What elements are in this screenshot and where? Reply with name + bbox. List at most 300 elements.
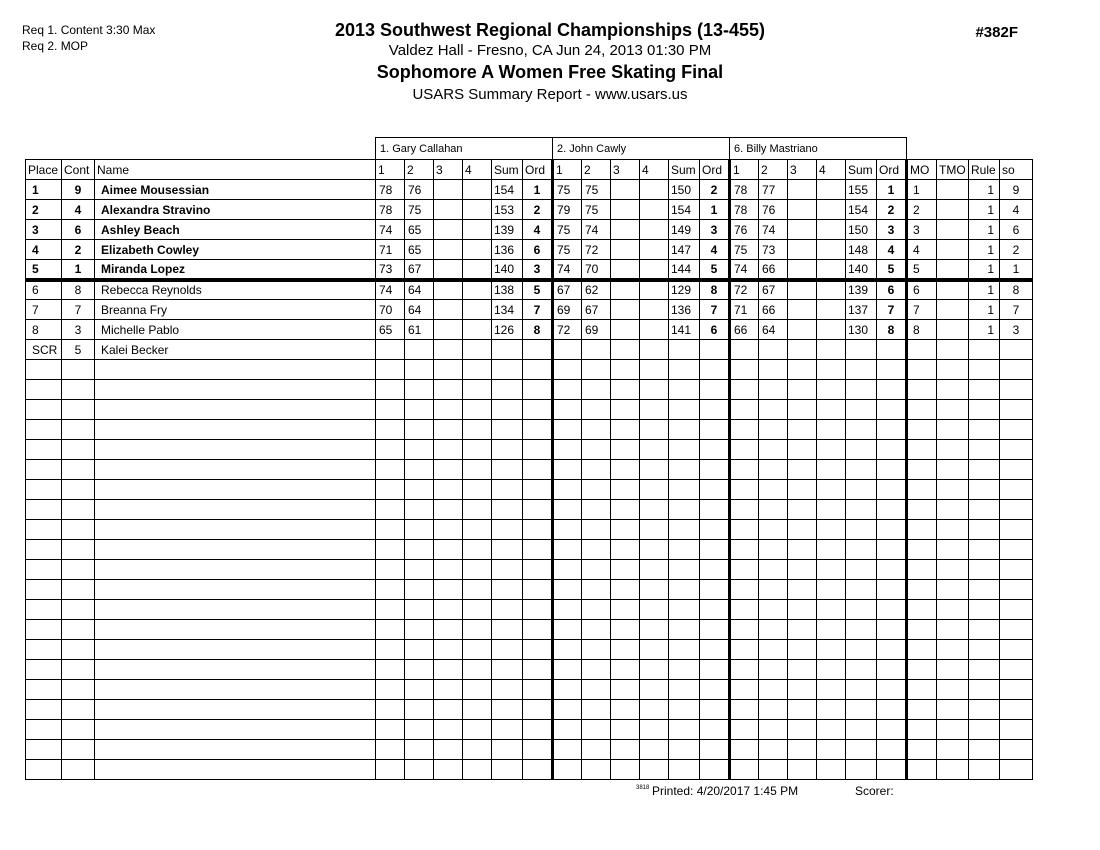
empty-cell — [669, 740, 700, 760]
empty-cell — [26, 680, 62, 700]
empty-cell — [788, 500, 817, 520]
empty-cell — [669, 420, 700, 440]
score-cell: 64 — [405, 280, 434, 300]
empty-cell — [730, 640, 759, 660]
rule-cell: 1 — [969, 300, 1000, 320]
empty-cell — [523, 440, 553, 460]
empty-cell — [640, 400, 669, 420]
empty-cell — [788, 600, 817, 620]
score-cell — [640, 240, 669, 260]
empty-cell — [582, 480, 611, 500]
column-header: 4 — [463, 160, 492, 180]
empty-cell — [640, 380, 669, 400]
score-cell — [611, 300, 640, 320]
empty-cell — [846, 720, 877, 740]
ord-cell: 2 — [523, 200, 553, 220]
empty-cell — [877, 480, 907, 500]
score-cell: 71 — [730, 300, 759, 320]
so-cell: 9 — [1000, 180, 1033, 200]
empty-cell — [907, 700, 937, 720]
empty-cell — [730, 740, 759, 760]
empty-cell — [907, 640, 937, 660]
empty-cell — [26, 660, 62, 680]
empty-cell — [907, 480, 937, 500]
empty-cell — [817, 460, 846, 480]
empty-cell — [434, 760, 463, 780]
score-cell — [730, 340, 759, 360]
empty-cell — [846, 740, 877, 760]
empty-cell — [759, 460, 788, 480]
empty-cell — [700, 360, 730, 380]
empty-cell — [730, 520, 759, 540]
empty-cell — [26, 700, 62, 720]
empty-cell — [582, 420, 611, 440]
empty-cell — [611, 700, 640, 720]
column-header: 3 — [434, 160, 463, 180]
ord-cell: 2 — [700, 180, 730, 200]
empty-cell — [582, 740, 611, 760]
empty-cell — [95, 360, 376, 380]
score-cell: 66 — [730, 320, 759, 340]
result-row — [26, 180, 1033, 200]
empty-cell — [582, 720, 611, 740]
empty-cell — [376, 500, 405, 520]
score-cell — [434, 180, 463, 200]
empty-cell — [376, 600, 405, 620]
empty-cell — [62, 660, 95, 680]
sum-cell: 129 — [669, 280, 700, 300]
empty-cell — [376, 700, 405, 720]
empty-cell — [788, 640, 817, 660]
empty-cell — [405, 500, 434, 520]
empty-cell — [553, 440, 582, 460]
report-header — [0, 20, 1100, 103]
empty-cell — [846, 480, 877, 500]
tmo-cell — [937, 280, 969, 300]
empty-cell — [700, 720, 730, 740]
empty-cell — [937, 660, 969, 680]
empty-cell — [817, 580, 846, 600]
empty-cell — [434, 680, 463, 700]
empty-cell — [640, 460, 669, 480]
empty-cell — [492, 680, 523, 700]
empty-row — [26, 520, 1033, 540]
empty-cell — [730, 620, 759, 640]
score-cell: 64 — [405, 300, 434, 320]
empty-cell — [817, 720, 846, 740]
empty-cell — [846, 620, 877, 640]
score-cell — [788, 300, 817, 320]
report-type-line: USARS Summary Report - www.usars.us — [412, 86, 688, 103]
sum-cell: 139 — [492, 220, 523, 240]
empty-cell — [434, 580, 463, 600]
empty-cell — [62, 380, 95, 400]
empty-cell — [640, 540, 669, 560]
column-header: 4 — [640, 160, 669, 180]
empty-cell — [523, 700, 553, 720]
empty-cell — [1000, 620, 1033, 640]
req-line-2: Req 2. MOP — [22, 39, 89, 53]
score-cell: 72 — [553, 320, 582, 340]
sum-cell: 150 — [669, 180, 700, 200]
score-cell — [788, 220, 817, 240]
empty-cell — [846, 600, 877, 620]
empty-cell — [640, 440, 669, 460]
score-cell: 66 — [759, 300, 788, 320]
empty-cell — [817, 640, 846, 660]
empty-cell — [969, 440, 1000, 460]
empty-cell — [523, 380, 553, 400]
empty-cell — [492, 460, 523, 480]
score-cell — [817, 260, 846, 280]
empty-cell — [492, 500, 523, 520]
empty-cell — [640, 360, 669, 380]
empty-row — [26, 540, 1033, 560]
empty-cell — [700, 460, 730, 480]
empty-cell — [846, 640, 877, 660]
empty-cell — [376, 480, 405, 500]
empty-cell — [95, 580, 376, 600]
score-cell: 78 — [376, 180, 405, 200]
column-header: 4 — [817, 160, 846, 180]
empty-cell — [640, 600, 669, 620]
empty-cell — [788, 360, 817, 380]
empty-cell — [788, 760, 817, 780]
place-cell: 3 — [26, 220, 62, 240]
empty-cell — [95, 460, 376, 480]
empty-cell — [788, 560, 817, 580]
empty-cell — [730, 480, 759, 500]
empty-cell — [553, 540, 582, 560]
sum-cell: 153 — [492, 200, 523, 220]
empty-cell — [669, 360, 700, 380]
empty-cell — [611, 360, 640, 380]
column-header: 1 — [376, 160, 405, 180]
empty-cell — [434, 740, 463, 760]
empty-cell — [788, 680, 817, 700]
judge-header-row — [26, 138, 1033, 160]
empty-cell — [700, 680, 730, 700]
empty-cell — [62, 360, 95, 380]
score-cell — [640, 320, 669, 340]
empty-cell — [907, 540, 937, 560]
empty-cell — [553, 700, 582, 720]
ord-cell: 8 — [523, 320, 553, 340]
empty-cell — [640, 740, 669, 760]
place-cell: 6 — [26, 280, 62, 300]
empty-cell — [62, 400, 95, 420]
empty-cell — [937, 600, 969, 620]
empty-cell — [376, 360, 405, 380]
empty-cell — [1000, 380, 1033, 400]
score-cell — [463, 280, 492, 300]
empty-cell — [523, 580, 553, 600]
empty-cell — [463, 500, 492, 520]
empty-cell — [877, 680, 907, 700]
empty-cell — [611, 760, 640, 780]
empty-cell — [969, 380, 1000, 400]
empty-cell — [26, 480, 62, 500]
empty-cell — [788, 460, 817, 480]
ord-cell: 6 — [523, 240, 553, 260]
empty-cell — [669, 700, 700, 720]
score-cell — [582, 340, 611, 360]
empty-cell — [817, 660, 846, 680]
empty-cell — [553, 460, 582, 480]
place-cell: SCR — [26, 340, 62, 360]
empty-cell — [759, 760, 788, 780]
empty-cell — [937, 440, 969, 460]
empty-cell — [937, 620, 969, 640]
name-cell: Breanna Fry — [95, 300, 376, 320]
score-cell: 65 — [405, 240, 434, 260]
sum-cell — [492, 340, 523, 360]
empty-cell — [434, 380, 463, 400]
score-cell: 71 — [376, 240, 405, 260]
score-cell — [463, 300, 492, 320]
column-header: 2 — [405, 160, 434, 180]
empty-row — [26, 420, 1033, 440]
mo-cell: 8 — [907, 320, 937, 340]
score-cell: 74 — [730, 260, 759, 280]
empty-cell — [759, 620, 788, 640]
empty-cell — [1000, 420, 1033, 440]
empty-cell — [434, 460, 463, 480]
empty-cell — [26, 640, 62, 660]
score-cell: 75 — [405, 200, 434, 220]
score-cell — [788, 180, 817, 200]
empty-cell — [26, 560, 62, 580]
score-cell: 76 — [405, 180, 434, 200]
empty-cell — [62, 600, 95, 620]
sum-cell: 148 — [846, 240, 877, 260]
sum-cell: 155 — [846, 180, 877, 200]
empty-cell — [817, 600, 846, 620]
empty-cell — [788, 400, 817, 420]
empty-cell — [405, 600, 434, 620]
ord-cell: 6 — [877, 280, 907, 300]
score-cell: 75 — [553, 180, 582, 200]
empty-cell — [1000, 760, 1033, 780]
empty-cell — [582, 460, 611, 480]
empty-cell — [817, 700, 846, 720]
empty-cell — [1000, 700, 1033, 720]
empty-cell — [376, 580, 405, 600]
empty-cell — [463, 660, 492, 680]
result-row — [26, 260, 1033, 280]
empty-cell — [611, 500, 640, 520]
score-cell: 61 — [405, 320, 434, 340]
empty-cell — [730, 560, 759, 580]
empty-cell — [26, 620, 62, 640]
ord-cell: 3 — [877, 220, 907, 240]
column-header: TMO — [937, 160, 969, 180]
score-cell — [376, 340, 405, 360]
sum-cell: 140 — [846, 260, 877, 280]
score-cell: 62 — [582, 280, 611, 300]
empty-cell — [523, 760, 553, 780]
empty-cell — [405, 360, 434, 380]
empty-row — [26, 680, 1033, 700]
score-cell — [463, 200, 492, 220]
empty-cell — [95, 620, 376, 640]
ord-cell: 5 — [523, 280, 553, 300]
empty-cell — [405, 400, 434, 420]
empty-cell — [553, 380, 582, 400]
empty-cell — [937, 640, 969, 660]
empty-cell — [937, 700, 969, 720]
empty-cell — [434, 400, 463, 420]
empty-cell — [376, 660, 405, 680]
empty-cell — [759, 720, 788, 740]
empty-cell — [700, 400, 730, 420]
cont-cell: 3 — [62, 320, 95, 340]
empty-cell — [611, 600, 640, 620]
empty-cell — [62, 480, 95, 500]
sum-cell: 150 — [846, 220, 877, 240]
empty-cell — [62, 560, 95, 580]
empty-cell — [582, 640, 611, 660]
empty-cell — [582, 380, 611, 400]
empty-cell — [700, 640, 730, 660]
empty-cell — [846, 560, 877, 580]
empty-cell — [611, 680, 640, 700]
empty-cell — [669, 380, 700, 400]
empty-cell — [376, 640, 405, 660]
score-cell: 74 — [582, 220, 611, 240]
empty-cell — [611, 580, 640, 600]
empty-cell — [405, 660, 434, 680]
empty-cell — [700, 540, 730, 560]
empty-cell — [788, 660, 817, 680]
empty-cell — [817, 540, 846, 560]
empty-cell — [907, 620, 937, 640]
empty-cell — [788, 480, 817, 500]
empty-cell — [523, 680, 553, 700]
empty-cell — [62, 680, 95, 700]
score-cell: 75 — [582, 200, 611, 220]
empty-cell — [405, 480, 434, 500]
empty-cell — [434, 660, 463, 680]
empty-cell — [62, 740, 95, 760]
empty-cell — [877, 500, 907, 520]
ord-cell: 8 — [700, 280, 730, 300]
empty-cell — [492, 700, 523, 720]
column-header: 1 — [553, 160, 582, 180]
empty-cell — [969, 720, 1000, 740]
empty-cell — [434, 500, 463, 520]
empty-row — [26, 480, 1033, 500]
empty-cell — [846, 420, 877, 440]
result-row — [26, 280, 1033, 300]
ord-cell: 6 — [700, 320, 730, 340]
tmo-cell — [937, 200, 969, 220]
empty-cell — [492, 620, 523, 640]
judge-name-header: 6. Billy Mastriano — [730, 138, 907, 160]
empty-cell — [669, 540, 700, 560]
empty-cell — [463, 380, 492, 400]
empty-cell — [376, 460, 405, 480]
empty-cell — [95, 700, 376, 720]
mo-cell: 3 — [907, 220, 937, 240]
empty-cell — [700, 520, 730, 540]
empty-cell — [553, 360, 582, 380]
empty-cell — [463, 700, 492, 720]
score-cell: 74 — [759, 220, 788, 240]
empty-cell — [553, 500, 582, 520]
empty-cell — [523, 620, 553, 640]
empty-cell — [463, 420, 492, 440]
score-cell — [434, 240, 463, 260]
empty-cell — [95, 720, 376, 740]
empty-cell — [553, 400, 582, 420]
empty-cell — [700, 440, 730, 460]
empty-cell — [62, 540, 95, 560]
column-header: Rule — [969, 160, 1000, 180]
so-cell: 8 — [1000, 280, 1033, 300]
score-cell — [611, 220, 640, 240]
score-cell: 77 — [759, 180, 788, 200]
cont-cell: 9 — [62, 180, 95, 200]
empty-cell — [700, 580, 730, 600]
empty-cell — [611, 520, 640, 540]
judge-header-spacer-right — [907, 138, 1033, 160]
score-cell — [640, 200, 669, 220]
empty-cell — [759, 740, 788, 760]
empty-cell — [937, 360, 969, 380]
score-cell — [640, 300, 669, 320]
empty-cell — [730, 580, 759, 600]
empty-cell — [611, 740, 640, 760]
empty-cell — [611, 660, 640, 680]
empty-cell — [434, 720, 463, 740]
score-cell: 67 — [405, 260, 434, 280]
judge-name-header: 2. John Cawly — [553, 138, 730, 160]
empty-cell — [62, 760, 95, 780]
empty-cell — [846, 360, 877, 380]
empty-cell — [669, 480, 700, 500]
score-cell — [434, 260, 463, 280]
empty-cell — [463, 400, 492, 420]
empty-cell — [95, 520, 376, 540]
empty-cell — [937, 460, 969, 480]
empty-cell — [759, 360, 788, 380]
empty-cell — [877, 620, 907, 640]
empty-cell — [907, 740, 937, 760]
empty-cell — [907, 400, 937, 420]
empty-cell — [759, 580, 788, 600]
empty-cell — [553, 480, 582, 500]
empty-cell — [759, 600, 788, 620]
score-cell — [817, 340, 846, 360]
score-cell: 65 — [405, 220, 434, 240]
tmo-cell — [937, 180, 969, 200]
result-row — [26, 300, 1033, 320]
sum-cell: 149 — [669, 220, 700, 240]
empty-cell — [817, 380, 846, 400]
sum-cell: 154 — [492, 180, 523, 200]
empty-cell — [846, 400, 877, 420]
empty-cell — [730, 440, 759, 460]
event-title: Sophomore A Women Free Skating Final — [376, 62, 724, 82]
empty-cell — [640, 760, 669, 780]
empty-cell — [553, 740, 582, 760]
empty-cell — [405, 760, 434, 780]
empty-row — [26, 620, 1033, 640]
empty-cell — [523, 720, 553, 740]
empty-cell — [62, 720, 95, 740]
ord-cell: 8 — [877, 320, 907, 340]
